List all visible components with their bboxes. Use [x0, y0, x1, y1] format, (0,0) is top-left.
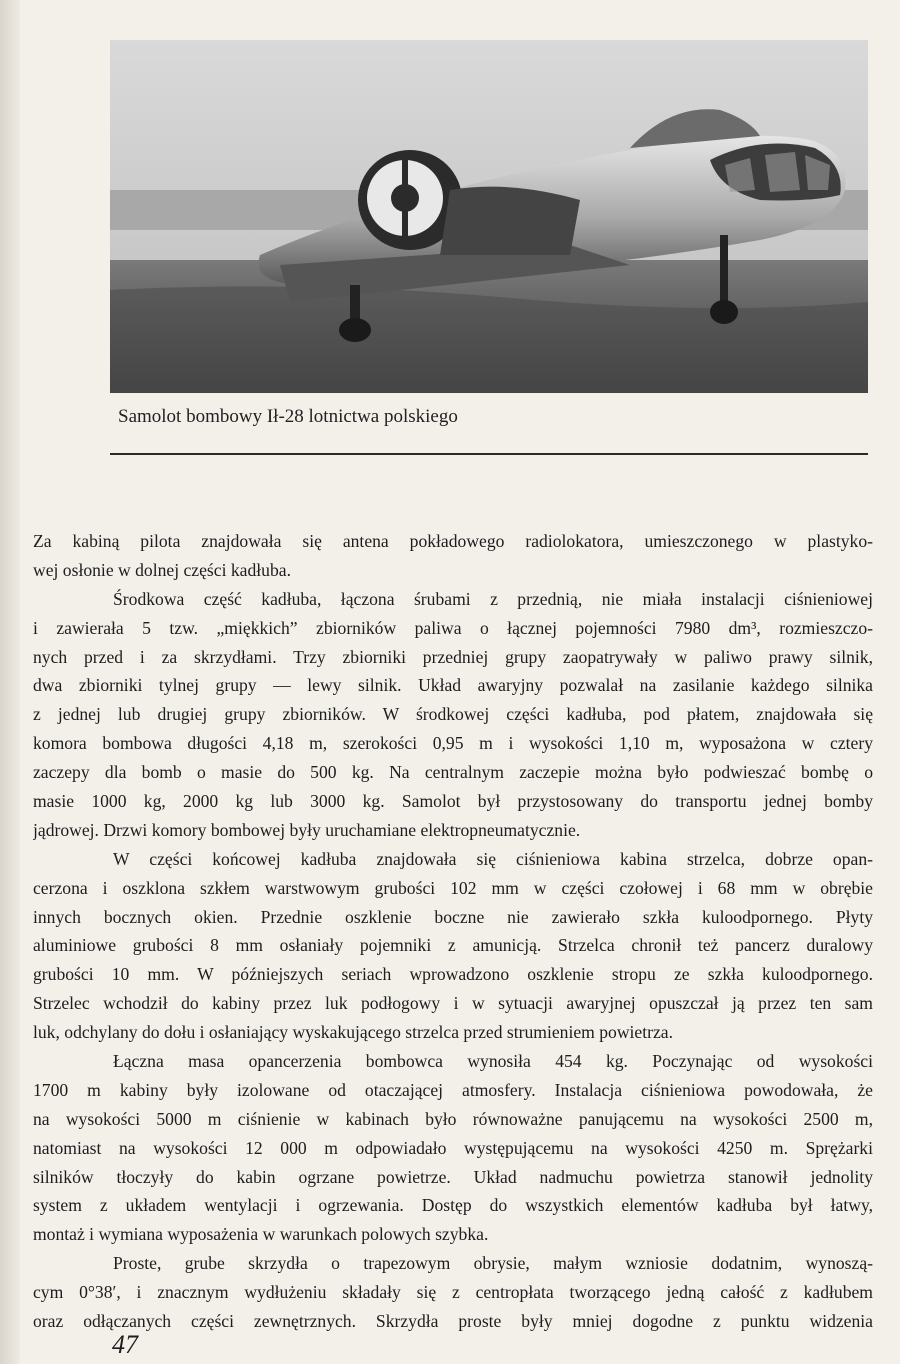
- body-line: innych bocznych okien. Przednie oszklenie boczne nie zawierało szkła kuloodpornego. Płyty: [33, 906, 873, 927]
- body-line: Strzelec wchodził do kabiny przez luk podłogowy i w sytuacji awaryjnej opuszczał ją przez ten sam: [33, 993, 873, 1014]
- body-line: aluminiowe grubości 8 mm osłaniały pojemniki z amunicją. Strzelca chronił też pancerz duralowy: [33, 935, 873, 956]
- body-line: wej osłonie w dolnej części kadłuba.: [33, 559, 291, 580]
- body-line: masie 1000 kg, 2000 kg lub 3000 kg. Samolot był przystosowany do transportu jednej bomby: [33, 791, 873, 812]
- body-line: oraz odłączanych części zewnętrznych. Skrzydła proste były mniej dogodne z punktu widzenia: [33, 1311, 873, 1332]
- body-line: cerzona i oszklona szkłem warstwowym grubości 102 mm w części czołowej i 68 mm w obrębie: [33, 877, 873, 898]
- body-line: cym 0°38′, i znacznym wydłużeniu składały się z centropłata tworzącego jedną całość z kadłubem: [33, 1282, 873, 1303]
- body-line: komora bombowa długości 4,18 m, szerokości 0,95 m i wysokości 1,10 m, wyposażona w cztery: [33, 733, 873, 754]
- bomber-photo: [110, 40, 868, 393]
- body-text: [33, 527, 873, 1336]
- body-line: dwa zbiorniki tylnej grupy — lewy silnik. Układ awaryjny pozwalał na zasilanie każdego silnika: [33, 675, 873, 696]
- body-line: Za kabiną pilota znajdowała się antena pokładowego radiolokatora, umieszczonego w plastyko-: [33, 531, 873, 551]
- body-line: natomiast na wysokości 12 000 m odpowiadało występującemu na wysokości 4250 m. Sprężarki: [33, 1137, 873, 1158]
- body-line: system z układem wentylacji i ogrzewania. Dostęp do wszystkich elementów kadłuba był łatwy,: [33, 1195, 873, 1216]
- body-line: silników tłoczyły do kabin ogrzane powietrze. Układ nadmuchu powietrza stanowił jednolity: [33, 1166, 873, 1187]
- body-line: montaż i wymiana wyposażenia w warunkach polowych szybka.: [33, 1224, 489, 1245]
- body-line: grubości 10 mm. W późniejszych seriach wprowadzono oszklenie stropu ze szkła kuloodpornego.: [33, 964, 873, 985]
- body-line: i zawierała 5 tzw. „miękkich” zbiorników paliwa o łącznej pojemności 7980 dm³, rozmieszczo-: [33, 617, 873, 638]
- body-line: zaczepy dla bomb o masie do 500 kg. Na centralnym zaczepie można było podwieszać bombę o: [33, 762, 873, 783]
- caption-divider: [110, 453, 868, 455]
- body-line: luk, odchylany do dołu i osłaniający wyskakującego strzelca przed strumieniem powietrza.: [33, 1022, 674, 1043]
- body-line: z jednej lub drugiej grupy zbiorników. W środkowej części kadłuba, pod płatem, znajdowała się: [33, 704, 873, 725]
- page-number: 47: [112, 1330, 138, 1359]
- body-line: Środkowa część kadłuba, łączona śrubami z przednią, nie miała instalacji ciśnieniowej: [113, 588, 873, 609]
- body-line: nych przed i za skrzydłami. Trzy zbiorniki przedniej grupy zaopatrywały w paliwo prawy silnik,: [33, 646, 873, 667]
- bomber-photo-drawing: [110, 40, 868, 393]
- body-line: 1700 m kabiny były izolowane od otaczającej atmosfery. Instalacja ciśnieniowa powodowała, że: [33, 1079, 873, 1100]
- body-line: Proste, grube skrzydła o trapezowym obrysie, małym wzniosie dodatnim, wynoszą-: [113, 1253, 873, 1274]
- body-line: W części końcowej kadłuba znajdowała się ciśnieniowa kabina strzelca, dobrze opan-: [113, 848, 873, 869]
- body-line: Łączna masa opancerzenia bombowca wynosiła 454 kg. Poczynając od wysokości: [113, 1051, 873, 1072]
- binding-gutter: [0, 0, 20, 1364]
- body-line: jądrowej. Drzwi komory bombowej były uruchamiane elektropneumatycznie.: [33, 819, 581, 840]
- figure-caption: Samolot bombowy Ił-28 lotnictwa polskiego: [118, 406, 458, 427]
- body-line: na wysokości 5000 m ciśnienie w kabinach było równoważne panującemu na wysokości 2500 m,: [33, 1108, 873, 1129]
